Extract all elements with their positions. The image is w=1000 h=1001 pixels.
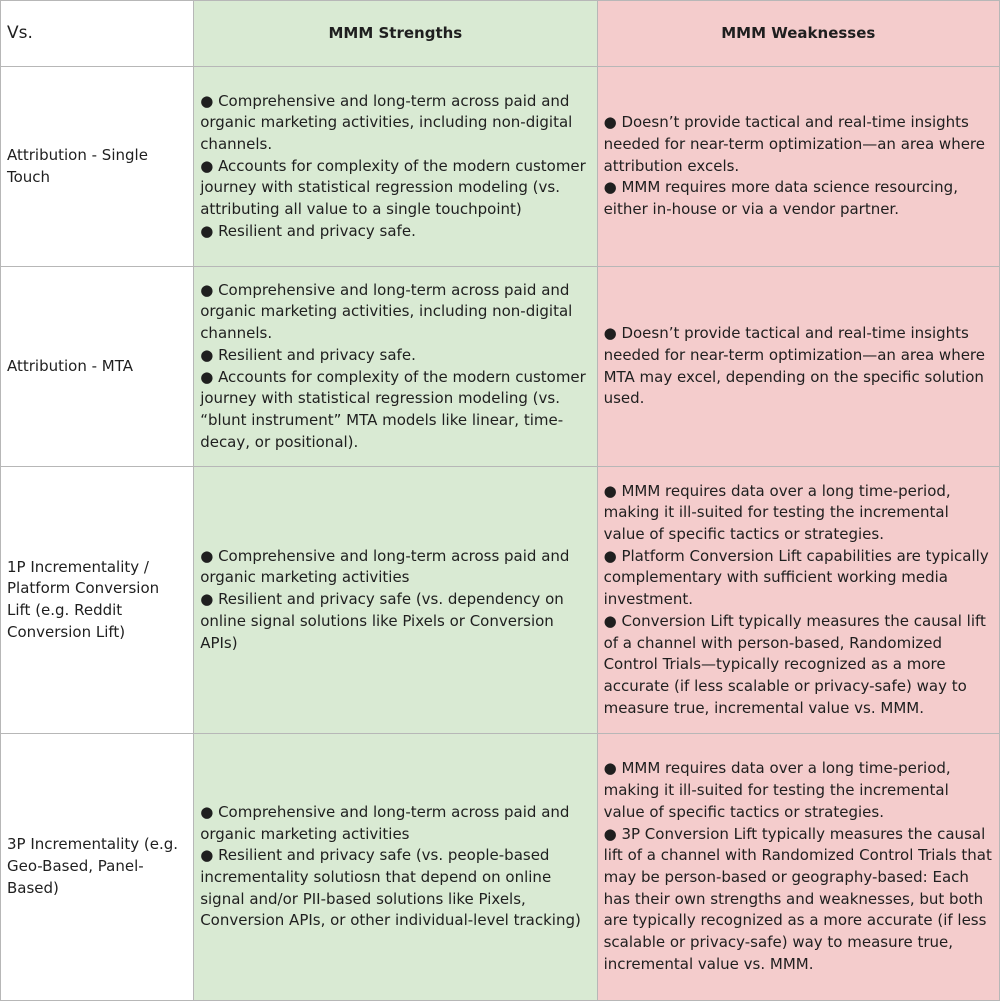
strengths-cell — [194, 734, 597, 1001]
list-item: ● MMM requires more data science resourcing, either in-house or via a vendor partner. — [603, 178, 958, 219]
method-cell: Attribution - Single Touch — [1, 67, 194, 267]
table-row — [1, 267, 1000, 467]
list-item: ● Doesn’t provide tactical and real-time insights needed for near-term optimization—an area where MTA may excel, depending on the specific solution used. — [603, 324, 985, 408]
vs-header: Vs. — [1, 1, 194, 67]
weaknesses-cell — [597, 467, 999, 734]
strengths-cell — [194, 467, 597, 734]
method-cell: 3P Incrementality (e.g. Geo-Based, Panel-Based) — [1, 734, 194, 1001]
list-item: ● Resilient and privacy safe (vs. people-based incrementality solutiosn that depend on online signal and/or PII-based solutions like Pixels, Conversion APIs, or other individual-level tracking) — [200, 846, 581, 930]
list-item: ● Comprehensive and long-term across paid and organic marketing activities, including non-digital channels. — [200, 91, 573, 153]
list-item: ● Comprehensive and long-term across paid and organic marketing activities, including non-digital channels. — [200, 280, 573, 343]
weaknesses-header: MMM Weaknesses — [597, 1, 999, 67]
bullet-icon: ● — [603, 824, 617, 843]
list-item: ● Resilient and privacy safe. — [200, 221, 416, 240]
weaknesses-cell — [597, 267, 999, 467]
table-row — [1, 67, 1000, 267]
bullet-icon: ● — [200, 156, 214, 175]
list-item: ● Accounts for complexity of the modern customer journey with statistical regression modeling (vs. attributing all value to a single touchpoint) — [200, 156, 586, 219]
strengths-cell — [194, 267, 597, 467]
bullet-icon: ● — [603, 481, 617, 500]
list-item: ● 3P Conversion Lift typically measures the causal lift of a channel with Randomized Control Trials that may be person-based or geography-based: Each has their own strengths and weaknesses, but both are typically recognized as a more accurate (if less scalable or privacy-safe) way to measure true, incremental value vs. MMM. — [603, 824, 992, 973]
bullet-icon: ● — [603, 546, 617, 565]
bullet-icon: ● — [603, 178, 617, 197]
bullet-icon: ● — [200, 280, 214, 299]
bullet-icon: ● — [200, 846, 214, 865]
list-item: ● MMM requires data over a long time-period, making it ill-suited for testing the incremental value of specific tactics or strategies. — [603, 481, 951, 544]
list-item: ● Resilient and privacy safe. — [200, 345, 416, 364]
weaknesses-cell — [597, 67, 999, 267]
strengths-header: MMM Strengths — [194, 1, 597, 67]
bullet-icon: ● — [200, 345, 214, 364]
table-row — [1, 467, 1000, 734]
bullet-icon: ● — [603, 324, 617, 343]
bullet-icon: ● — [603, 759, 617, 778]
list-item: ● Conversion Lift typically measures the causal lift of a channel with person-based, Randomized Control Trials—typically recognized as a more accurate (if less scalable or privacy-safe) way to measure true, incremental value vs. MMM. — [603, 611, 986, 717]
bullet-icon: ● — [200, 802, 214, 821]
method-cell: Attribution - MTA — [1, 267, 194, 467]
list-item: ● Doesn’t provide tactical and real-time insights needed for near-term optimization—an area where attribution excels. — [603, 113, 985, 175]
list-item: ● Comprehensive and long-term across paid and organic marketing activities — [200, 802, 570, 843]
list-item: ● Comprehensive and long-term across paid and organic marketing activities — [200, 546, 570, 587]
bullet-icon: ● — [200, 91, 214, 110]
list-item: ● Resilient and privacy safe (vs. dependency on online signal solutions like Pixels or Conversion APIs) — [200, 590, 564, 652]
method-cell: 1P Incrementality / Platform Conversion Lift (e.g. Reddit Conversion Lift) — [1, 467, 194, 734]
header-row — [1, 1, 1000, 67]
bullet-icon: ● — [200, 367, 214, 386]
strengths-cell — [194, 67, 597, 267]
table-row — [1, 734, 1000, 1001]
weaknesses-cell — [597, 734, 999, 1001]
bullet-icon: ● — [603, 611, 617, 630]
bullet-icon: ● — [200, 590, 214, 609]
list-item: ● Platform Conversion Lift capabilities are typically complementary with sufficient working media investment. — [603, 546, 989, 609]
list-item: ● Accounts for complexity of the modern customer journey with statistical regression modeling (vs. “blunt instrument” MTA models like linear, time-decay, or positional). — [200, 367, 586, 451]
bullet-icon: ● — [200, 546, 214, 565]
bullet-icon: ● — [603, 113, 617, 132]
bullet-icon: ● — [200, 221, 214, 240]
list-item: ● MMM requires data over a long time-period, making it ill-suited for testing the incremental value of specific tactics or strategies. — [603, 759, 951, 821]
